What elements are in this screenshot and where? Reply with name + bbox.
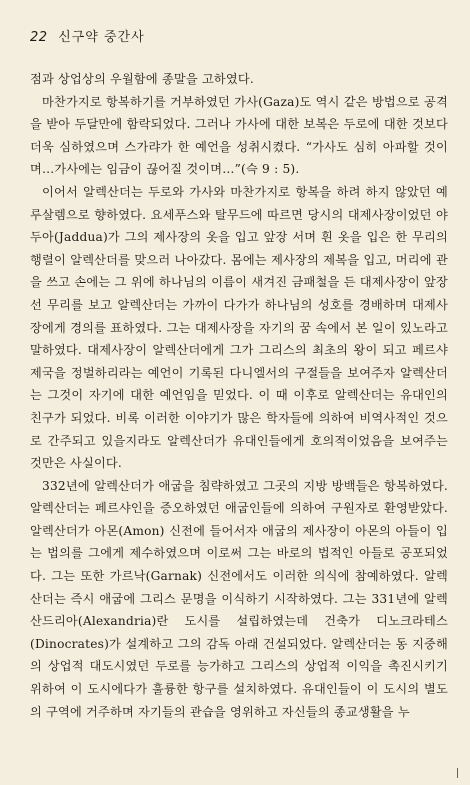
paragraph-jerusalem: 이어서 알렉산더는 두로와 가사와 마찬가지로 항복을 하려 하지 않았던 예루살렘으로 향하였다. 요세푸스와 탈무드에 따르면 당시의 대제사장이었던 야두아(Jaddua)가 그의 제사장의 옷을 입고 앞장 서며 흰 옷을 입은 한 무리의 행렬이 알렉산더를 맞으러 나아갔다. 몸에는 제사장의 제복을 입고, 머리에 관을 쓰고 손에는 그 위에 하나님의 이름이 새겨진 금패철을 든 대제사장이 앞장 선 무리를 보고 알렉산더는 가까이 다가가 하나님의 성호를 경배하며 대제사장에게 경의를 표하였다. 그는 대제사장을 자기의 꿈 속에서 본 일이 있노라고 말하였다. 대제사장이 알렉산더에게 그가 그리스의 최초의 왕이 되고 페르샤 제국을 정벌하리라는 예언이 기록된 다니엘서의 구절들을 보여주자 알렉산더는 그것이 자기에 대한 예언임을 믿었다. 이 때 이후로 알렉산더는 유대인의 친구가 되었다. 비록 이러한 이야기가 많은 학자들에 의하여 비역사적인 것으로 간주되고 있을지라도 알렉산더가 유대인들에게 호의적이었음을 보여주는 것만은 사실이다.: [30, 184, 448, 471]
paragraph-gaza: 마찬가지로 항복하기를 거부하였던 가사(Gaza)도 역시 같은 방법으로 공격을 받아 두달만에 함락되었다. 그러나 가사에 대한 보복은 두로에 대한 것보다 더욱 심하였으며 스가랴가 한 예언을 성취시켰다. “가사도 심히 아파할 것이며…가사에는 임금이 끊어질 것이며…”(슥 9 : 5).: [30, 94, 448, 177]
page-edge-mark: [457, 768, 464, 778]
page-number: 22: [30, 30, 48, 45]
paragraph-continued: 점과 상업상의 우월함에 종말을 고하였다.: [30, 72, 254, 86]
running-head: [30, 26, 145, 45]
body-text: [30, 68, 448, 723]
book-title: 신구약 중간사: [58, 30, 145, 45]
paragraph-egypt: 332년에 알렉산더가 애굽을 침략하였고 그곳의 지방 방백들은 항복하였다. 알렉산더는 페르샤인을 증오하였던 애굽인들에 의하여 구원자로 환영받았다. 알렉산더가 아몬(Amon) 신전에 들어서자 애굽의 제사장이 아몬의 아들이 입는 법의를 그에게 제수하였으며 이로써 그는 바로의 법적인 아들로 공포되었다. 그는 또한 가르낙(Garnak) 신전에서도 이러한 의식에 참예하였다. 알렉산더는 즉시 애굽에 그리스 문명을 이식하기 시작하였다. 그는 331년에 알렉산드리아(Alexandria)란 도시를 설립하였는데 건축가 디노크라테스(Dinocrates)가 설계하고 그의 감독 아래 건설되었다. 알렉산더는 동 지중해의 상업적 대도시였던 두로를 능가하고 그리스의 상업적 이익을 촉진시키기 위하여 이 도시에다가 훌륭한 항구를 설치하였다. 유대인들이 이 도시의 별도의 구역에 거주하며 자기들의 관습을 영위하고 자신들의 종교생활을 누: [30, 478, 448, 719]
